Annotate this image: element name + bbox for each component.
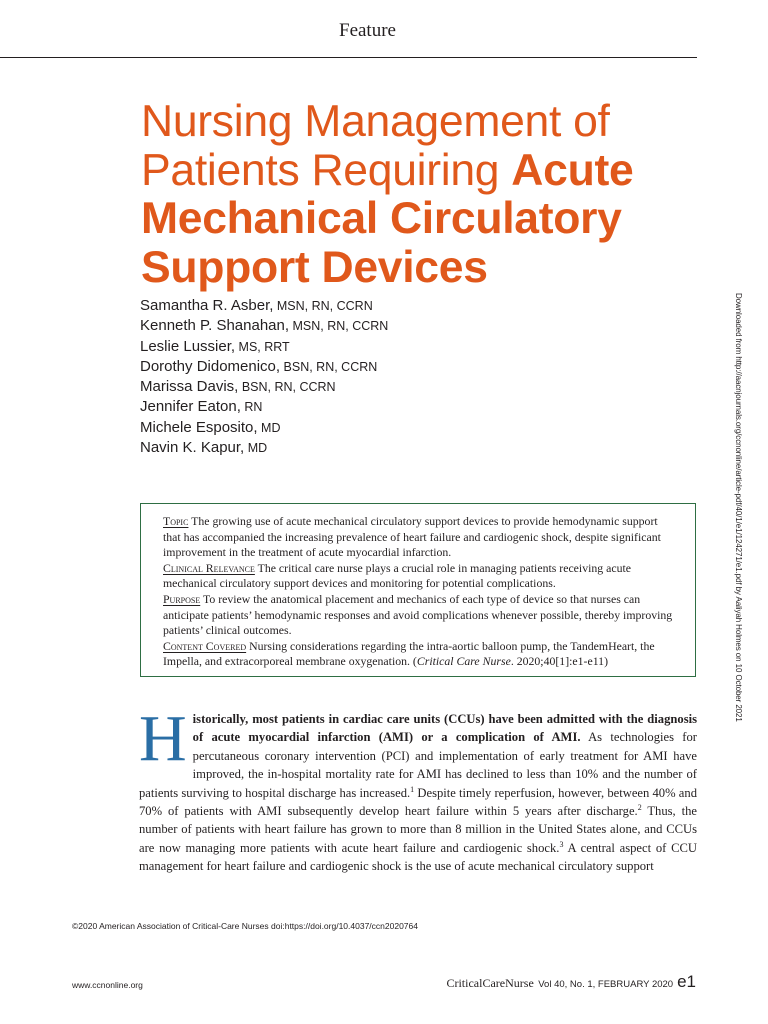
author-name: Michele Esposito, [140, 418, 258, 436]
reference-1: 1 [410, 784, 415, 794]
body-paragraph [139, 702, 697, 876]
author-credentials: MS, RRT [235, 339, 290, 354]
author-credentials: MSN, RN, CCRN [289, 319, 389, 334]
citation-details: . 2020;40[1]:e1-e11) [510, 654, 608, 669]
citation-journal: Critical Care Nurse [416, 654, 511, 669]
body-text-3: Thus, the number of patients with heart failure has grown to more than 8 million in the United States alone, and CCUs are now managing more patients with acute heart failure and cardiogenic shock. [139, 804, 697, 855]
author-line [140, 296, 388, 316]
download-watermark: Downloaded from http://aacnjournals.org/ccnonline/article-pdf/40/1/e1/124271/e1.pdf by Aaliyah Holmes on 10 October 2021 [734, 293, 743, 722]
relevance-text: The critical care nurse plays a crucial role in managing patients receiving acute mechanical circulatory support devices and monitoring for potential complications. [163, 560, 632, 591]
reference-3: 3 [559, 839, 564, 849]
author-credentials: MSN, RN, CCRN [273, 299, 373, 313]
author-line [140, 337, 388, 357]
title-bold: Acute Mechanical Circulatory Support Devices [141, 145, 634, 292]
abstract-box [140, 503, 696, 677]
author-name: Samantha R. Asber, [140, 297, 274, 314]
relevance-label: Clinical Relevance [163, 560, 255, 575]
purpose-text: To review the anatomical placement and mechanics of each type of device so that nurses can anticipate patients’ hemodynamic responses and avoid complications whenever possible, thereby improving patients’ clinical outcomes. [163, 591, 673, 638]
footer-journal-info [446, 972, 696, 992]
author-line [140, 357, 388, 377]
topic-label: Topic [163, 514, 189, 528]
author-line [140, 397, 388, 417]
reference-2: 2 [637, 802, 642, 812]
content-text: Nursing considerations regarding the intra-aortic balloon pump, the TandemHeart, the Impella, and extracorporeal membrane oxygenation. ( [163, 638, 655, 669]
section-label: Feature [339, 20, 396, 41]
abstract-relevance [163, 561, 677, 592]
topic-text: The growing use of acute mechanical circulatory support devices to provide hemodynamic support that has accompanied the increasing prevalence of heart failure and cardiogenic shock, despite significant improvement in the treatment of acute myocardial infarction. [163, 514, 661, 560]
issue-info: Vol 40, No. 1, FEBRUARY 2020 [538, 979, 674, 990]
copyright-line: ©2020 American Association of Critical-Care Nurses doi:https://doi.org/10.4037/ccn2020764 [72, 921, 418, 931]
author-name: Kenneth P. Shanahan, [140, 317, 290, 335]
article-title [141, 98, 701, 292]
purpose-label: Purpose [163, 591, 201, 606]
content-label: Content Covered [163, 638, 247, 653]
author-credentials: MD [244, 441, 268, 456]
author-credentials: RN [240, 400, 263, 415]
lead-sentence: istorically, most patients in cardiac care units (CCUs) have been admitted with the diagnosis of acute myocardial infarction (AMI) or a complication of AMI. [192, 712, 697, 745]
title-regular: Nursing Management of Patients Requiring [141, 97, 610, 195]
body-text-4: A central aspect of CCU management for heart failure and cardiogenic shock is the use of acute mechanical circulatory support [139, 840, 697, 874]
footer-url: www.ccnonline.org [72, 980, 143, 990]
drop-cap: H [139, 702, 187, 775]
author-credentials: MD [257, 420, 281, 435]
header-rule [0, 57, 697, 58]
article-body [139, 702, 697, 876]
journal-name: CriticalCareNurse [446, 976, 534, 990]
abstract-purpose [163, 592, 677, 639]
author-list [140, 296, 388, 458]
author-name: Jennifer Eaton, [140, 398, 241, 416]
abstract-content [163, 639, 677, 670]
author-name: Marissa Davis, [140, 378, 239, 396]
author-line [140, 316, 388, 336]
author-name: Dorothy Didomenico, [140, 357, 281, 375]
body-text-2: Despite timely reperfusion, however, between 40% and 70% of patients with AMI subsequently develop heart failure within 5 years after discharge. [139, 785, 697, 819]
author-credentials: BSN, RN, CCRN [280, 359, 378, 374]
author-name: Navin K. Kapur, [140, 439, 245, 457]
author-line [140, 418, 388, 438]
author-credentials: BSN, RN, CCRN [238, 380, 336, 395]
author-name: Leslie Lussier, [140, 337, 236, 355]
page-number: e1 [677, 972, 696, 991]
abstract-topic [163, 514, 677, 561]
author-line [140, 438, 388, 458]
author-line [140, 377, 388, 397]
body-text-1: As technologies for percutaneous coronary intervention (PCI) and implementation of early treatment for AMI have improved, the in-hospital mortality rate for AMI has declined to less than 10% and the number of patients surviving to hospital discharge has increased. [139, 730, 697, 800]
